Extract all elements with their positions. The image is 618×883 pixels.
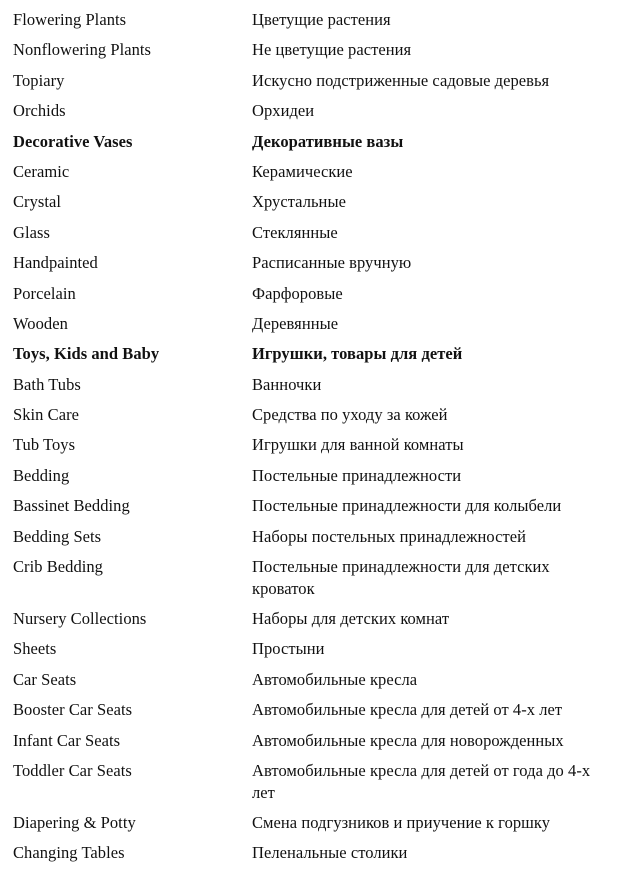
glossary-row xyxy=(0,310,618,340)
term-russian: Орхидеи xyxy=(252,101,315,121)
term-english: Toddler Car Seats xyxy=(13,760,132,780)
term-english: Ceramic xyxy=(13,161,70,181)
term-russian: Цветущие растения xyxy=(252,10,391,29)
term-russian: Искусно подстриженные садовые деревья xyxy=(252,70,550,90)
glossary-row xyxy=(0,809,618,839)
category-heading-russian: Игрушки, товары для детей xyxy=(252,344,463,364)
term-english: Topiary xyxy=(13,70,65,90)
glossary-row xyxy=(0,492,618,522)
term-english: Flowering Plants xyxy=(13,10,127,29)
term-english: Changing Tables xyxy=(13,843,125,863)
glossary-row xyxy=(0,249,618,279)
glossary-row xyxy=(0,605,618,635)
term-russian: Деревянные xyxy=(252,313,339,333)
category-heading-english: Decorative Vases xyxy=(13,131,133,151)
category-heading-russian: Декоративные вазы xyxy=(252,131,404,151)
term-english: Booster Car Seats xyxy=(13,700,133,720)
term-english: Diapering & Potty xyxy=(13,812,136,832)
term-russian: Хрустальные xyxy=(252,192,346,212)
term-russian: Смена подгузников и приучение к горшку xyxy=(252,812,551,832)
term-russian: Стеклянные xyxy=(252,222,338,242)
term-russian: Автомобильные кресла для детей от года до 4-х лет xyxy=(252,760,591,802)
glossary-row xyxy=(0,696,618,726)
term-english: Nonflowering Plants xyxy=(13,40,151,60)
glossary-row xyxy=(0,219,618,249)
term-russian: Средства по уходу за кожей xyxy=(252,405,448,425)
term-english: Bassinet Bedding xyxy=(13,496,130,516)
term-english: Handpainted xyxy=(13,253,98,273)
glossary-row xyxy=(0,666,618,696)
glossary-row xyxy=(0,67,618,97)
glossary-row xyxy=(0,371,618,401)
category-heading-english: Toys, Kids and Baby xyxy=(13,344,160,364)
glossary-row xyxy=(0,6,618,36)
glossary-row xyxy=(0,523,618,553)
term-russian: Постельные принадлежности для детских кроваток xyxy=(252,557,550,599)
glossary-row xyxy=(0,158,618,188)
term-english: Crib Bedding xyxy=(13,557,103,577)
glossary-row xyxy=(0,188,618,218)
term-english: Bedding Sets xyxy=(13,526,102,546)
term-english: Nursery Collections xyxy=(13,609,147,629)
term-russian: Ванночки xyxy=(252,374,322,394)
glossary-row xyxy=(0,36,618,66)
term-russian: Не цветущие растения xyxy=(252,40,412,60)
term-english: Car Seats xyxy=(13,669,77,689)
glossary-row xyxy=(0,280,618,310)
term-english: Porcelain xyxy=(13,283,76,303)
term-russian: Наборы постельных принадлежностей xyxy=(252,526,526,546)
term-english: Infant Car Seats xyxy=(13,730,121,750)
term-english: Orchids xyxy=(13,101,66,121)
term-english: Bedding xyxy=(13,465,70,485)
term-english: Wooden xyxy=(13,313,68,333)
term-russian: Расписанные вручную xyxy=(252,253,412,273)
glossary-row xyxy=(0,635,618,665)
term-russian: Постельные принадлежности xyxy=(252,465,462,485)
term-russian: Автомобильные кресла для новорожденных xyxy=(252,730,564,750)
glossary-row xyxy=(0,462,618,492)
term-russian: Пеленальные столики xyxy=(252,843,408,863)
glossary-row xyxy=(0,553,618,605)
term-english: Bath Tubs xyxy=(13,374,81,394)
category-heading-row xyxy=(0,340,618,370)
term-russian: Керамические xyxy=(252,161,353,181)
term-english: Glass xyxy=(13,222,50,242)
term-english: Sheets xyxy=(13,639,57,659)
term-english: Skin Care xyxy=(13,405,79,425)
term-english: Tub Toys xyxy=(13,435,76,455)
term-russian: Автомобильные кресла для детей от 4-х лет xyxy=(252,700,563,720)
term-russian: Простыни xyxy=(252,639,325,659)
glossary-row xyxy=(0,839,618,869)
term-russian: Постельные принадлежности для колыбели xyxy=(252,496,562,516)
glossary-row xyxy=(0,401,618,431)
term-russian: Фарфоровые xyxy=(252,283,343,303)
term-russian: Игрушки для ванной комнаты xyxy=(252,435,464,455)
term-russian: Наборы для детских комнат xyxy=(252,609,450,629)
glossary-row xyxy=(0,97,618,127)
term-russian: Автомобильные кресла xyxy=(252,669,418,689)
term-english: Crystal xyxy=(13,192,62,212)
glossary-row xyxy=(0,431,618,461)
glossary-row xyxy=(0,727,618,757)
glossary-row xyxy=(0,757,618,809)
category-heading-row xyxy=(0,128,618,158)
